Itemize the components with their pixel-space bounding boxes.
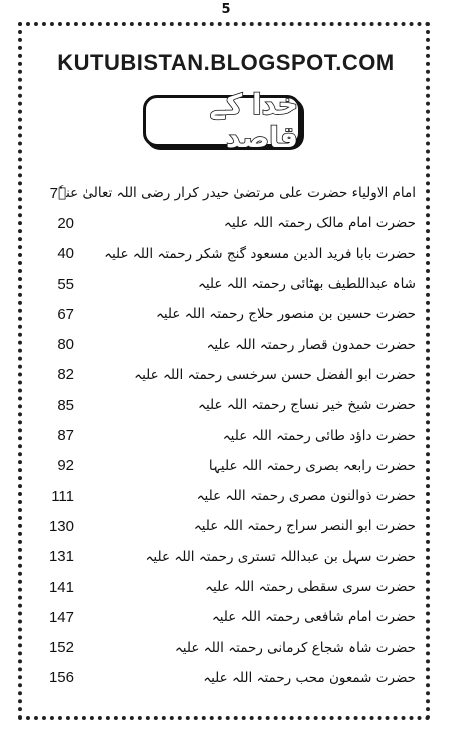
toc-page-number: 7 — [49, 184, 58, 202]
toc-entry-title: حضرت سہل بن عبداللہ تستری رحمتہ اللہ علیہ — [145, 548, 416, 565]
toc-page-number: 85 — [57, 396, 74, 414]
toc-page-number: 147 — [48, 608, 74, 626]
toc-entry-title: امام الاولیاء حضرت علی مرتضیٰ حیدر کرار رضی اللہ تعالیٰ عنہٗ — [58, 185, 416, 202]
toc-entry[interactable] — [38, 390, 418, 420]
toc-entry[interactable] — [38, 481, 418, 511]
toc-entry[interactable] — [38, 420, 418, 450]
toc-entry[interactable] — [38, 632, 418, 662]
toc-page-number: 152 — [48, 639, 74, 657]
toc-entry-title: حضرت رابعہ بصری رحمتہ اللہ علیہا — [208, 457, 416, 474]
toc-page-number: 87 — [57, 427, 74, 445]
page-title: خدا کے قاصد — [209, 88, 298, 154]
toc-entry-title: حضرت شاہ شجاع کرمانی رحمتہ اللہ علیہ — [174, 639, 416, 656]
toc-entry-title: حضرت داؤد طائی رحمتہ اللہ علیہ — [222, 427, 416, 444]
toc-page-number: 20 — [57, 214, 74, 232]
toc-page-number: 156 — [48, 669, 74, 687]
toc-page-number: 80 — [57, 336, 74, 354]
toc-entry-title: حضرت امام مالک رحمتہ اللہ علیہ — [223, 215, 416, 232]
toc-entry[interactable] — [38, 572, 418, 602]
toc-entry-title: حضرت بابا فرید الدین مسعود گنج شکر رحمتہ اللہ علیہ — [104, 245, 416, 262]
toc-entry-title: حضرت ابو النصر سراج رحمتہ اللہ علیہ — [193, 518, 416, 535]
toc-entry-title: حضرت حمدون قصار رحمتہ اللہ علیہ — [206, 336, 416, 353]
title-banner — [143, 88, 301, 154]
toc-entry-title: حضرت ذوالنون مصری رحمتہ اللہ علیہ — [196, 488, 416, 505]
toc-entry[interactable] — [38, 511, 418, 541]
toc-entry[interactable] — [38, 299, 418, 329]
toc-entry-title: شاہ عبداللطیف بھٹائی رحمتہ اللہ علیہ — [197, 276, 416, 293]
table-of-contents — [38, 178, 418, 693]
toc-entry[interactable] — [38, 239, 418, 269]
toc-entry[interactable] — [38, 269, 418, 299]
toc-page-number: 130 — [48, 517, 74, 535]
toc-page-number: 92 — [57, 457, 74, 475]
toc-entry-title: حضرت سری سقطی رحمتہ اللہ علیہ — [205, 579, 416, 595]
toc-page-number: 40 — [57, 245, 74, 263]
toc-page-number: 67 — [57, 305, 74, 323]
page-number: 5 — [221, 2, 231, 17]
toc-page-number: 55 — [57, 275, 74, 293]
toc-entry[interactable] — [38, 542, 418, 572]
toc-page-number: 82 — [57, 366, 74, 384]
toc-entry[interactable] — [38, 360, 418, 390]
toc-page-number: 141 — [48, 578, 74, 596]
toc-page-number: 111 — [51, 487, 74, 505]
toc-entry[interactable] — [38, 178, 418, 208]
toc-entry[interactable] — [38, 451, 418, 481]
toc-entry-title: حضرت شمعون محب رحمتہ اللہ علیہ — [203, 669, 416, 686]
toc-page-number: 131 — [48, 548, 74, 566]
toc-entry[interactable] — [38, 663, 418, 693]
toc-entry[interactable] — [38, 208, 418, 238]
toc-entry-title: حضرت ابو الفضل حسن سرخسی رحمتہ اللہ علیہ — [134, 366, 416, 383]
toc-entry[interactable] — [38, 602, 418, 632]
toc-entry[interactable] — [38, 329, 418, 359]
site-url-watermark: KUTUBISTAN.BLOGSPOT.COM — [57, 50, 395, 75]
toc-entry-title: حضرت حسین بن منصور حلاج رحمتہ اللہ علیہ — [155, 306, 416, 323]
toc-entry-title: حضرت شیخ خیر نساج رحمتہ اللہ علیہ — [198, 397, 416, 414]
toc-entry-title: حضرت امام شافعی رحمتہ اللہ علیہ — [211, 609, 416, 626]
